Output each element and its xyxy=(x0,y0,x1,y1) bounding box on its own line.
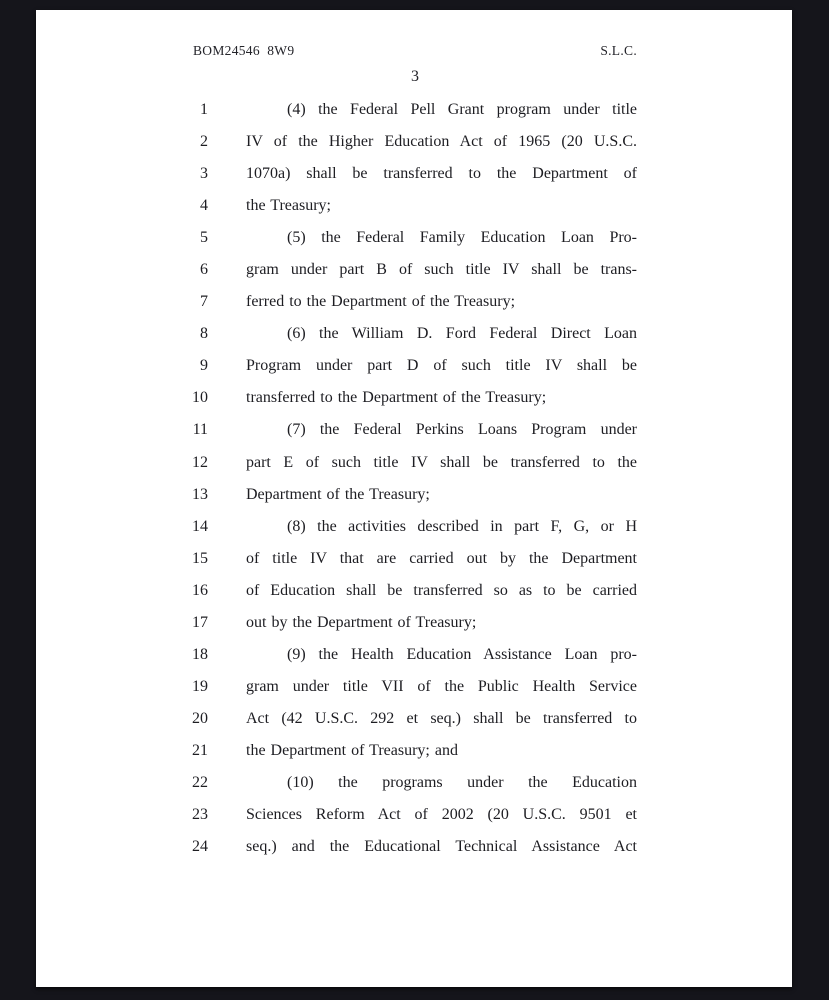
bill-line xyxy=(36,126,637,158)
page-header xyxy=(193,43,637,58)
page-number: 3 xyxy=(411,68,419,85)
line-text: out by the Department of Treasury; xyxy=(246,613,477,631)
office-code: S.L.C. xyxy=(600,43,637,58)
line-number: 3 xyxy=(200,165,208,183)
bill-line xyxy=(36,190,637,222)
line-text: Program under part D of such title IV shall be xyxy=(246,357,637,375)
line-number: 13 xyxy=(192,485,208,503)
line-number: 24 xyxy=(192,838,208,856)
bill-line xyxy=(36,575,637,607)
bill-line xyxy=(36,254,637,286)
bill-line xyxy=(36,703,637,735)
bill-line xyxy=(36,607,637,639)
line-text: Sciences Reform Act of 2002 (20 U.S.C. 9501 et xyxy=(246,806,637,824)
line-number: 4 xyxy=(200,197,208,215)
line-text: (8) the activities described in part F, G, or H xyxy=(287,517,637,535)
document-page xyxy=(36,10,792,987)
line-text: Department of the Treasury; xyxy=(246,485,430,503)
bill-line xyxy=(36,767,637,799)
line-text: gram under title VII of the Public Health Service xyxy=(246,677,637,695)
line-text: of title IV that are carried out by the Department xyxy=(246,549,637,567)
line-text: gram under part B of such title IV shall be trans- xyxy=(246,261,637,279)
bill-text-body xyxy=(36,94,637,863)
line-text: (6) the William D. Ford Federal Direct Loan xyxy=(287,325,637,343)
line-text: (4) the Federal Pell Grant program under title xyxy=(287,101,637,118)
bill-line xyxy=(36,735,637,767)
bill-line xyxy=(36,222,637,254)
line-text: of Education shall be transferred so as to be carried xyxy=(246,581,637,599)
bill-line xyxy=(36,94,637,126)
line-number: 21 xyxy=(192,741,208,759)
line-text: (5) the Federal Family Education Loan Pro- xyxy=(287,229,637,247)
bill-line xyxy=(36,350,637,382)
line-text: (10) the programs under the Education xyxy=(287,773,637,791)
line-number: 7 xyxy=(200,293,208,311)
line-number: 6 xyxy=(200,261,208,279)
bill-line xyxy=(36,286,637,318)
bill-line xyxy=(36,447,637,479)
line-text: (7) the Federal Perkins Loans Program under xyxy=(287,421,637,439)
line-text: part E of such title IV shall be transferred to the xyxy=(246,453,637,471)
bill-line xyxy=(36,382,637,414)
line-number: 19 xyxy=(192,677,208,695)
bill-line xyxy=(36,639,637,671)
line-number: 16 xyxy=(192,581,208,599)
line-text: IV of the Higher Education Act of 1965 (20 U.S.C. xyxy=(246,133,637,151)
line-number: 11 xyxy=(192,421,208,439)
bill-line xyxy=(36,543,637,575)
line-number: 18 xyxy=(192,645,208,663)
line-text: seq.) and the Educational Technical Assistance Act xyxy=(246,838,637,856)
line-number: 8 xyxy=(200,325,208,343)
line-number: 2 xyxy=(200,133,208,151)
bill-line xyxy=(36,479,637,511)
line-number: 20 xyxy=(192,709,208,727)
line-text: the Department of Treasury; and xyxy=(246,741,458,759)
bill-line xyxy=(36,511,637,543)
bill-line xyxy=(36,799,637,831)
line-number: 17 xyxy=(192,613,208,631)
bill-line xyxy=(36,671,637,703)
bill-line xyxy=(36,158,637,190)
line-number: 10 xyxy=(192,389,208,407)
line-text: Act (42 U.S.C. 292 et seq.) shall be transferred to xyxy=(246,709,637,727)
line-number: 9 xyxy=(200,357,208,375)
line-text: transferred to the Department of the Treasury; xyxy=(246,389,547,407)
line-number: 14 xyxy=(192,517,208,535)
line-text: ferred to the Department of the Treasury; xyxy=(246,293,516,311)
doc-code: BOM24546 8W9 xyxy=(193,43,295,58)
line-text: 1070a) shall be transferred to the Department of xyxy=(246,165,637,183)
line-number: 15 xyxy=(192,549,208,567)
line-number: 5 xyxy=(200,229,208,247)
bill-line xyxy=(36,318,637,350)
line-text: (9) the Health Education Assistance Loan pro- xyxy=(287,645,637,663)
bill-line xyxy=(36,414,637,446)
line-number: 1 xyxy=(200,101,208,118)
line-text: the Treasury; xyxy=(246,197,331,215)
bill-line xyxy=(36,831,637,863)
line-number: 12 xyxy=(192,453,208,471)
line-number: 23 xyxy=(192,806,208,824)
line-number: 22 xyxy=(192,773,208,791)
